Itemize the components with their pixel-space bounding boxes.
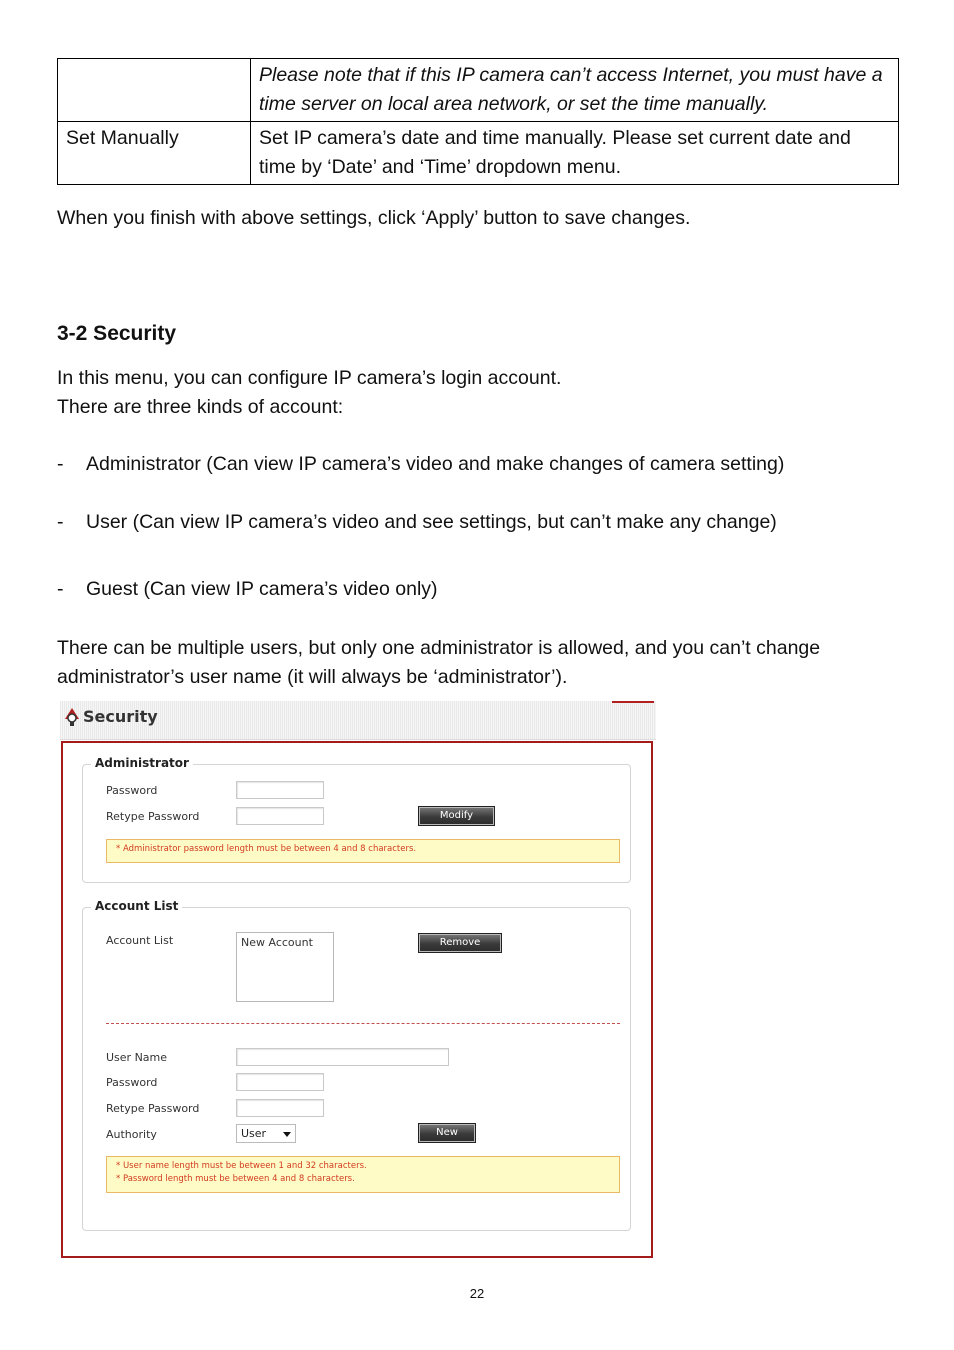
- authority-label: Authority: [106, 1128, 157, 1141]
- user-retype-input[interactable]: [236, 1099, 324, 1117]
- time-settings-table: [57, 58, 899, 185]
- security-title: Security: [83, 707, 158, 726]
- bullet-text: Guest (Can view IP camera’s video only): [86, 578, 438, 600]
- table-cell-description: Set IP camera’s date and time manually. Please set current date and time by ‘Date’ and ‘Time’ dropdown menu.: [251, 122, 899, 185]
- username-input[interactable]: [236, 1048, 449, 1066]
- account-list-fieldset: [82, 899, 631, 1231]
- table-cell-label: Set Manually: [58, 122, 251, 185]
- list-item[interactable]: New Account: [241, 936, 313, 949]
- authority-select[interactable]: [236, 1124, 296, 1143]
- camera-logo-icon: [64, 707, 80, 727]
- authority-value: User: [241, 1127, 267, 1140]
- account-warning: [106, 1156, 620, 1193]
- table-row: [58, 122, 899, 185]
- account-warning-line-2: * Password length must be between 4 and 8 characters.: [116, 1174, 355, 1184]
- list-item: [57, 453, 784, 476]
- list-item: [57, 511, 777, 534]
- page-number: 22: [469, 1286, 485, 1301]
- section-divider: [106, 1023, 620, 1024]
- admin-password-label: Password: [106, 784, 158, 797]
- security-screenshot: [60, 701, 656, 1257]
- table-row: [58, 59, 899, 122]
- table-cell-description: Please note that if this IP camera can’t access Internet, you must have a time server on local area network, or set the time manually.: [251, 59, 899, 122]
- table-cell-label: [58, 59, 251, 122]
- bullet-text: User (Can view IP camera’s video and see settings, but can’t make any change): [86, 511, 777, 533]
- account-list-legend: Account List: [91, 899, 182, 913]
- header-accent: [612, 701, 654, 703]
- intro-line-1: In this menu, you can configure IP camera’s login account.: [57, 367, 562, 389]
- user-retype-label: Retype Password: [106, 1102, 200, 1115]
- remove-button[interactable]: Remove: [418, 933, 502, 953]
- bullet-text: Administrator (Can view IP camera’s video and make changes of camera setting): [86, 453, 785, 475]
- account-warning-line-1: * User name length must be between 1 and 32 characters.: [116, 1161, 367, 1171]
- admin-password-input[interactable]: [236, 781, 324, 799]
- section-heading: 3-2 Security: [57, 322, 177, 345]
- apply-note: When you finish with above settings, click ‘Apply’ button to save changes.: [57, 207, 691, 229]
- intro-line-2: There are three kinds of account:: [57, 396, 344, 418]
- user-password-label: Password: [106, 1076, 158, 1089]
- administrator-fieldset: [82, 756, 631, 883]
- bullet-marker: -: [57, 578, 64, 600]
- account-listbox[interactable]: [236, 932, 334, 1002]
- username-label: User Name: [106, 1051, 168, 1064]
- bullet-marker: -: [57, 511, 64, 533]
- multi-user-note-line-2: administrator’s user name (it will always be ‘administrator’).: [57, 666, 568, 688]
- list-item: [57, 578, 438, 601]
- admin-warning: * Administrator password length must be between 4 and 8 characters.: [106, 839, 620, 863]
- admin-retype-input[interactable]: [236, 807, 324, 825]
- modify-button[interactable]: Modify: [418, 806, 495, 826]
- chevron-down-icon: [283, 1132, 291, 1137]
- user-password-input[interactable]: [236, 1073, 324, 1091]
- security-panel: [61, 741, 653, 1258]
- account-list-label: Account List: [106, 934, 174, 947]
- bullet-marker: -: [57, 453, 64, 475]
- administrator-legend: Administrator: [91, 756, 193, 770]
- security-header: [60, 701, 656, 740]
- new-button[interactable]: New: [418, 1123, 476, 1143]
- admin-retype-label: Retype Password: [106, 810, 200, 823]
- multi-user-note-line-1: There can be multiple users, but only one administrator is allowed, and you can’t change: [57, 637, 821, 659]
